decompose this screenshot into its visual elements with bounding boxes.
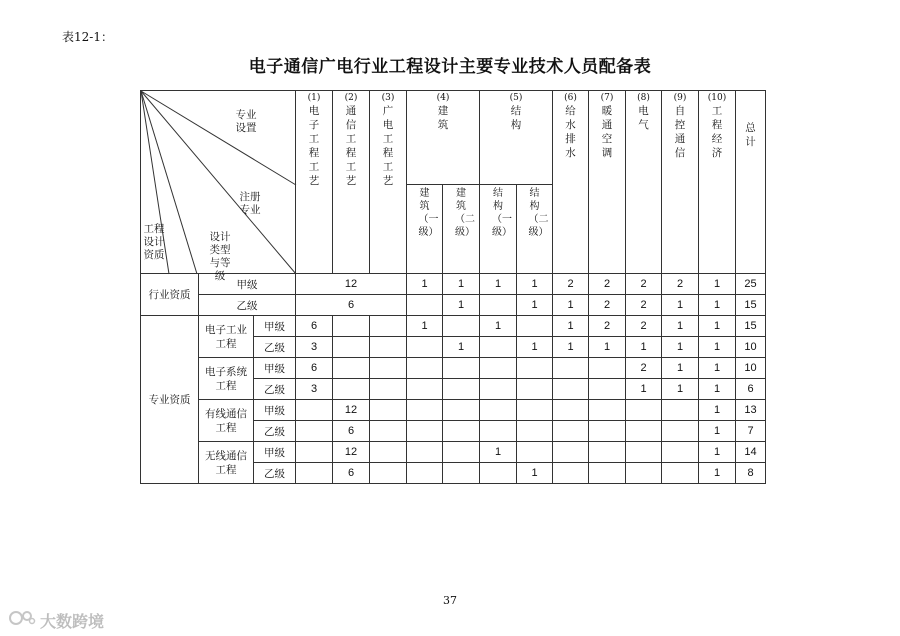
sub-header-struct-2: 结构（二级） <box>517 185 553 274</box>
table-cell <box>443 358 480 379</box>
table-cell <box>517 442 553 463</box>
table-cell <box>333 358 370 379</box>
table-cell <box>370 358 407 379</box>
grade-label: 甲级 <box>254 358 296 379</box>
col-header-7: (7) 暖通空调 <box>589 91 626 274</box>
grade-label: 乙级 <box>199 295 296 316</box>
total-cell: 14 <box>736 442 766 463</box>
table-cell <box>443 379 480 400</box>
table-cell <box>407 337 443 358</box>
total-cell: 10 <box>736 358 766 379</box>
specialty-setting-label: 专业设置 <box>235 109 257 134</box>
col-header-3: (3) 广电工程工艺 <box>370 91 407 274</box>
table-cell <box>370 442 407 463</box>
table-cell: 1 <box>699 274 736 295</box>
table-cell: 1 <box>699 442 736 463</box>
staffing-table <box>140 90 766 484</box>
table-cell <box>589 463 626 484</box>
table-cell: 12 <box>333 400 370 421</box>
table-cell <box>370 379 407 400</box>
table-cell: 1 <box>553 295 589 316</box>
total-cell: 10 <box>736 337 766 358</box>
table-row <box>141 442 766 463</box>
table-cell: 1 <box>480 442 517 463</box>
table-cell <box>662 463 699 484</box>
design-type-label: 有线通信工程 <box>199 400 254 442</box>
col-header-5: (5) 结构 <box>480 91 553 185</box>
design-type-label: 电子工业工程 <box>199 316 254 358</box>
table-cell: 2 <box>626 316 662 337</box>
table-cell <box>443 421 480 442</box>
table-cell <box>480 337 517 358</box>
industry-qualification-label: 行业资质 <box>141 274 199 316</box>
table-cell <box>407 421 443 442</box>
table-cell <box>662 442 699 463</box>
table-cell <box>589 358 626 379</box>
grade-label: 甲级 <box>254 442 296 463</box>
document-title: 电子通信广电行业工程设计主要专业技术人员配备表 <box>248 57 652 77</box>
table-cell <box>589 421 626 442</box>
grade-label: 甲级 <box>254 400 296 421</box>
table-cell <box>407 463 443 484</box>
table-row <box>141 358 766 379</box>
col-header-10: (10) 工程经济 <box>699 91 736 274</box>
table-cell: 1 <box>662 295 699 316</box>
table-cell: 1 <box>699 400 736 421</box>
design-type-grade-label: 设计类型与等级 <box>209 231 231 282</box>
table-cell: 1 <box>662 379 699 400</box>
table-cell <box>553 379 589 400</box>
grade-label: 乙级 <box>254 379 296 400</box>
table-cell: 3 <box>296 379 333 400</box>
table-cell: 2 <box>662 274 699 295</box>
table-cell: 1 <box>553 316 589 337</box>
total-cell: 13 <box>736 400 766 421</box>
table-cell: 1 <box>407 316 443 337</box>
table-cell: 6 <box>296 358 333 379</box>
process-staff-count: 12 <box>296 274 407 295</box>
table-cell <box>370 421 407 442</box>
table-cell: 1 <box>699 337 736 358</box>
table-cell <box>407 379 443 400</box>
table-cell: 1 <box>699 316 736 337</box>
page-number: 37 <box>443 594 457 607</box>
grade-label: 乙级 <box>254 463 296 484</box>
table-cell <box>553 463 589 484</box>
table-cell <box>626 442 662 463</box>
table-cell <box>480 358 517 379</box>
table-cell: 2 <box>589 316 626 337</box>
table-cell <box>626 421 662 442</box>
grade-label: 乙级 <box>254 421 296 442</box>
table-cell: 1 <box>480 316 517 337</box>
design-type-label: 无线通信工程 <box>199 442 254 484</box>
table-cell <box>407 442 443 463</box>
table-cell: 2 <box>626 358 662 379</box>
table-cell <box>553 400 589 421</box>
table-cell: 1 <box>662 358 699 379</box>
table-cell: 1 <box>443 295 480 316</box>
table-cell: 12 <box>333 442 370 463</box>
total-cell: 15 <box>736 295 766 316</box>
total-cell: 15 <box>736 316 766 337</box>
table-number-label: 表12-1： <box>62 30 113 44</box>
total-cell: 25 <box>736 274 766 295</box>
table-cell <box>589 379 626 400</box>
table-cell <box>443 463 480 484</box>
grade-label: 甲级 <box>199 274 296 295</box>
table-cell: 1 <box>517 337 553 358</box>
table-cell: 2 <box>589 274 626 295</box>
corner-header-cell <box>141 91 296 282</box>
table-cell <box>480 421 517 442</box>
table-cell: 1 <box>662 316 699 337</box>
table-cell <box>626 400 662 421</box>
grade-label: 乙级 <box>254 337 296 358</box>
col-header-total: 总计 <box>736 91 766 274</box>
table-cell <box>517 400 553 421</box>
table-cell: 6 <box>296 316 333 337</box>
table-cell <box>553 421 589 442</box>
table-cell: 1 <box>443 337 480 358</box>
table-cell <box>370 316 407 337</box>
specialty-qualification-label: 专业资质 <box>141 316 199 484</box>
watermark-logo-icon <box>8 608 36 628</box>
table-cell: 2 <box>553 274 589 295</box>
table-cell <box>443 400 480 421</box>
table-cell: 2 <box>626 274 662 295</box>
table-cell <box>517 358 553 379</box>
table-cell <box>296 421 333 442</box>
table-cell <box>333 316 370 337</box>
table-cell: 2 <box>626 295 662 316</box>
table-cell <box>407 400 443 421</box>
total-cell: 8 <box>736 463 766 484</box>
table-cell: 1 <box>553 337 589 358</box>
table-cell: 3 <box>296 337 333 358</box>
table-cell: 1 <box>699 358 736 379</box>
table-cell <box>443 442 480 463</box>
table-cell: 1 <box>662 337 699 358</box>
table-row <box>141 400 766 421</box>
col-header-6: (6) 给水排水 <box>553 91 589 274</box>
table-cell <box>517 379 553 400</box>
table-cell: 1 <box>517 463 553 484</box>
table-cell: 1 <box>443 274 480 295</box>
col-header-1: (1) 电子工程工艺 <box>296 91 333 274</box>
table-cell <box>480 295 517 316</box>
design-type-label: 电子系统工程 <box>199 358 254 400</box>
table-cell: 1 <box>626 379 662 400</box>
table-cell <box>370 337 407 358</box>
table-cell <box>370 400 407 421</box>
total-cell: 7 <box>736 421 766 442</box>
col-header-2: (2) 通信工程工艺 <box>333 91 370 274</box>
table-cell <box>370 463 407 484</box>
grade-label: 甲级 <box>254 316 296 337</box>
table-cell: 1 <box>626 337 662 358</box>
table-cell <box>296 400 333 421</box>
table-cell <box>407 295 443 316</box>
table-cell: 6 <box>333 463 370 484</box>
table-cell <box>407 358 443 379</box>
table-cell: 1 <box>480 274 517 295</box>
watermark <box>6 606 136 632</box>
sub-header-arch-2: 建筑（二级） <box>443 185 480 274</box>
total-cell: 6 <box>736 379 766 400</box>
table-cell <box>333 379 370 400</box>
table-cell <box>480 400 517 421</box>
sub-header-struct-1: 结构（一级） <box>480 185 517 274</box>
table-cell <box>589 442 626 463</box>
table-cell <box>662 400 699 421</box>
table-cell <box>443 316 480 337</box>
table-cell <box>480 463 517 484</box>
table-cell: 1 <box>517 295 553 316</box>
table-cell: 1 <box>699 463 736 484</box>
table-cell: 2 <box>589 295 626 316</box>
table-cell <box>589 400 626 421</box>
qualification-label: 工程设计资质 <box>143 223 165 261</box>
table-cell <box>626 463 662 484</box>
table-row <box>141 316 766 337</box>
col-header-8: (8) 电气 <box>626 91 662 274</box>
table-cell <box>553 442 589 463</box>
table-cell: 6 <box>333 421 370 442</box>
table-cell <box>296 442 333 463</box>
table-cell: 1 <box>699 295 736 316</box>
col-header-4: (4) 建筑 <box>407 91 480 185</box>
table-cell: 1 <box>699 379 736 400</box>
table-cell <box>662 421 699 442</box>
table-cell: 1 <box>517 274 553 295</box>
process-staff-count: 6 <box>296 295 407 316</box>
table-cell: 1 <box>589 337 626 358</box>
table-cell: 1 <box>407 274 443 295</box>
table-cell <box>296 463 333 484</box>
watermark-text: 大数跨境 <box>40 612 105 631</box>
sub-header-arch-1: 建筑（一级） <box>407 185 443 274</box>
table-cell <box>553 358 589 379</box>
registered-specialty-label: 注册专业 <box>239 191 261 216</box>
table-cell <box>517 316 553 337</box>
col-header-9: (9) 自控通信 <box>662 91 699 274</box>
table-cell <box>480 379 517 400</box>
table-cell: 1 <box>699 421 736 442</box>
table-cell <box>333 337 370 358</box>
table-cell <box>517 421 553 442</box>
